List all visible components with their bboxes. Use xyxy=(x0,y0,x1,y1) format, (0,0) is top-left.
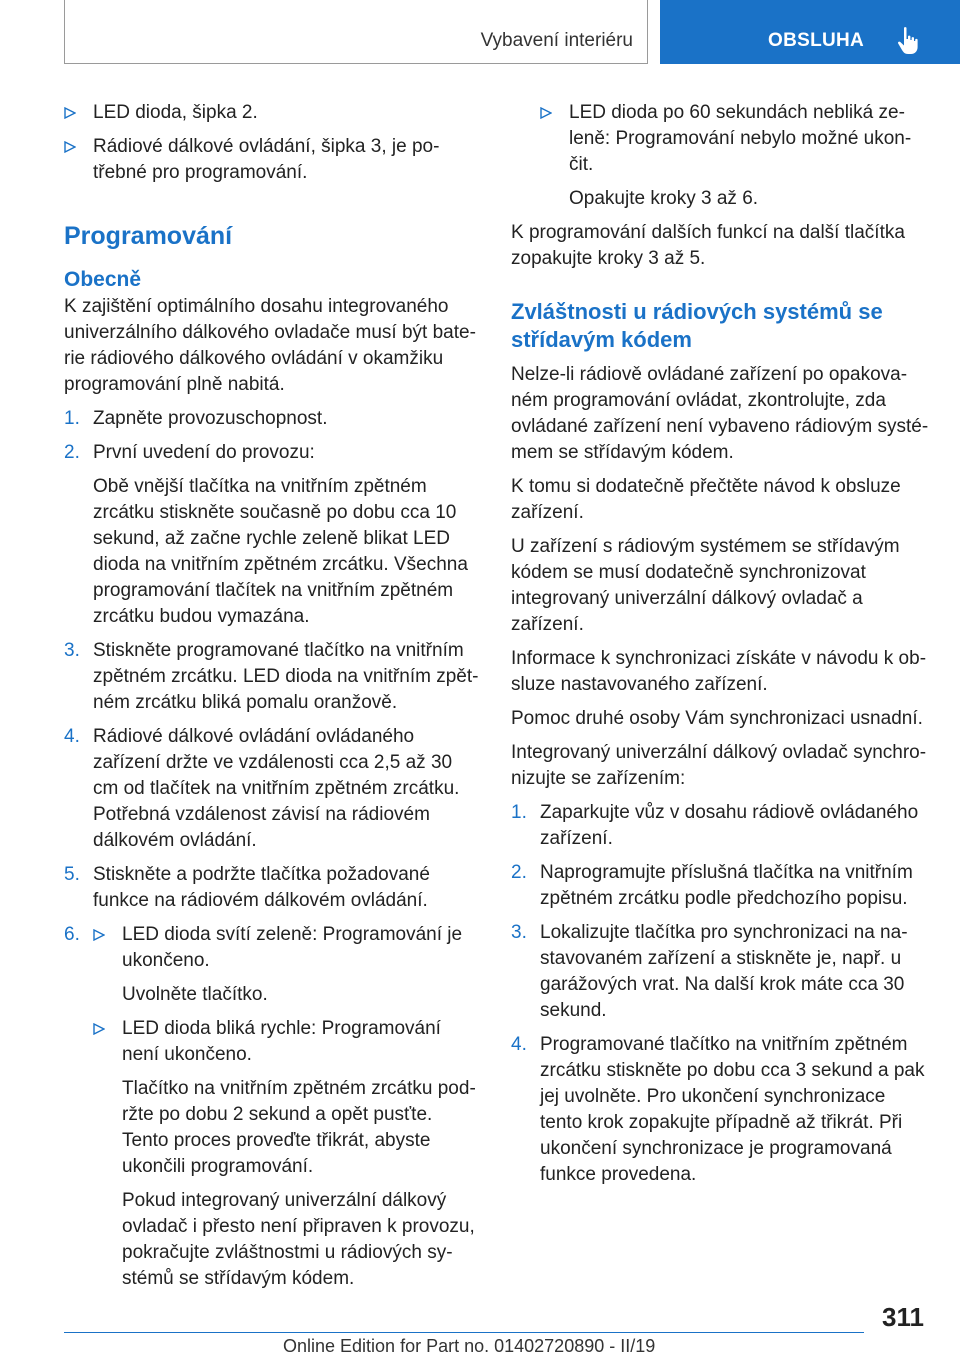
step-text: Programované tlačítko na vnitřním zpětném zrcátku stiskněte po dobu cca 3 sekund a pak jej uvolněte. Pro ukončení synchronizace tento krok zopakujte případně až třikrát. Při ukončení synchronizace je programovaná funkce provedena. xyxy=(540,1034,925,1185)
section-title: Vybavení interiéru xyxy=(480,30,633,51)
step-item xyxy=(64,922,482,1292)
hand-pointer-icon xyxy=(896,26,920,56)
step-number: 4. xyxy=(511,1034,527,1055)
triangle-bullet-icon xyxy=(93,1023,105,1035)
intro-paragraph: K zajištění optimálního dosahu integrovaného univerzálního dálkového ovladače musí být baterie rádiového dálkového ovládání v okamžiku programování plně nabitá. xyxy=(64,296,476,395)
list-item xyxy=(540,100,929,212)
bullet-detail: Pokud integrovaný univerzální dálkový ovladač i přesto není připraven k provozu, pokračujte zvláštnostmi u rádiových systémů se střídavým kódem. xyxy=(122,1190,475,1289)
paragraph: Nelze-li rádiově ovládané zařízení po opakovaném programování ovládat, zkontrolujte, zda ovládané zařízení není vybaveno rádiovým systémem se střídavým kódem. xyxy=(511,364,929,463)
bullet-text: Rádiové dálkové ovládání, šipka 3, je potřebné pro programování. xyxy=(93,136,440,183)
step-item xyxy=(64,406,482,432)
triangle-bullet-icon xyxy=(540,107,552,119)
step-item xyxy=(64,724,482,854)
step-number: 3. xyxy=(64,640,80,661)
chapter-tab[interactable] xyxy=(660,0,960,64)
step-item xyxy=(511,860,929,912)
paragraph: K programování dalších funkcí na další tlačítka zopakujte kroky 3 až 5. xyxy=(511,222,905,269)
step-text: První uvedení do provozu: xyxy=(93,442,315,463)
step-number: 2. xyxy=(511,862,527,883)
step-item xyxy=(511,920,929,1024)
step-item xyxy=(511,1032,929,1188)
bullet-text: LED dioda po 60 sekundách nebliká zeleně: Programování nebylo možné ukončit. xyxy=(569,102,912,175)
bullet-text: LED dioda bliká rychle: Programování není ukončeno. xyxy=(122,1018,441,1065)
section-heading: Zvláštnosti u rádiových systémů se střídavým kódem xyxy=(511,299,883,352)
paragraph: Integrovaný univerzální dálkový ovladač synchronizujte se zařízením: xyxy=(511,742,927,789)
step-item xyxy=(64,638,482,716)
step-text: Zapněte provozuschopnost. xyxy=(93,408,328,429)
step-item xyxy=(64,440,482,630)
step-number: 3. xyxy=(511,922,527,943)
triangle-bullet-icon xyxy=(64,107,76,119)
step-text: Lokalizujte tlačítka pro synchronizaci na nastavovaném zařízení a stiskněte je, např. u garážových vrat. Na další krok máte cca 30 sekund. xyxy=(540,922,908,1021)
page-number: 311 xyxy=(882,1302,924,1332)
step-text: Zaparkujte vůz v dosahu rádiově ovládaného zařízení. xyxy=(540,802,919,849)
step-detail: Obě vnější tlačítka na vnitřním zpětném zrcátku stiskněte současně po dobu cca 10 sekund, až začne rychle zeleně blikat LED dioda na vnitřním zpětném zrcátku. Všechna programování tlačítek na vnitřním zpětném zrcátku budou vymazána. xyxy=(93,476,468,627)
paragraph: Pomoc druhé osoby Vám synchronizaci usnadní. xyxy=(511,708,923,729)
step-number: 5. xyxy=(64,864,80,885)
chapter-tab-label: OBSLUHA xyxy=(768,30,865,51)
right-column xyxy=(511,100,929,1196)
triangle-bullet-icon xyxy=(93,929,105,941)
step-text: Rádiové dálkové ovládání ovládaného zařízení držte ve vzdálenosti cca 2,5 až 30 cm od tlačítek na vnitřním zpětném zrcátku. Potřebná vzdálenost závisí na rádiovém dálkovém ovládání. xyxy=(93,726,460,851)
step-item xyxy=(511,800,929,852)
bullet-detail: Tlačítko na vnitřním zpětném zrcátku podržte po dobu 2 sekund a opět pusťte. Tento proces proveďte třikrát, abyste ukončili programování. xyxy=(122,1078,476,1177)
list-item xyxy=(93,922,482,1008)
list-item xyxy=(93,1016,482,1292)
step-number: 4. xyxy=(64,726,80,747)
bullet-detail: Opakujte kroky 3 až 6. xyxy=(569,188,759,209)
bullet-detail: Uvolněte tlačítko. xyxy=(122,984,268,1005)
paragraph: Informace k synchronizaci získáte v návodu k obsluze nastavovaného zařízení. xyxy=(511,648,927,695)
footer-divider xyxy=(64,1332,864,1333)
bullet-text: LED dioda, šipka 2. xyxy=(93,102,258,123)
left-column xyxy=(64,100,482,1300)
bullet-text: LED dioda svítí zeleně: Programování je ukončeno. xyxy=(122,924,463,971)
step-text: Naprogramujte příslušná tlačítka na vnitřním zpětném zrcátku podle předchozího popisu. xyxy=(540,862,913,909)
list-item xyxy=(64,100,482,126)
header-section-box xyxy=(64,0,648,64)
step-number: 1. xyxy=(511,802,527,823)
paragraph: U zařízení s rádiovým systémem se střídavým kódem se musí dodatečně synchronizovat integrovaný univerzální dálkový ovladač a zařízení. xyxy=(511,536,900,635)
paragraph: K tomu si dodatečně přečtěte návod k obsluze zařízení. xyxy=(511,476,901,523)
subsection-heading: Obecně xyxy=(64,268,142,291)
step-number: 2. xyxy=(64,442,80,463)
section-heading: Programování xyxy=(64,222,233,250)
triangle-bullet-icon xyxy=(64,141,76,153)
edition-note: Online Edition for Part no. 01402720890 - II/19 xyxy=(283,1336,656,1356)
step-text: Stiskněte programované tlačítko na vnitřním zpětném zrcátku. LED dioda na vnitřním zpětném zrcátku bliká pomalu oranžově. xyxy=(93,640,479,713)
step-number: 1. xyxy=(64,408,80,429)
step-text: Stiskněte a podržte tlačítka požadované funkce na rádiovém dálkovém ovládání. xyxy=(93,864,430,911)
step-number: 6. xyxy=(64,924,80,945)
step-item xyxy=(64,862,482,914)
list-item xyxy=(64,134,482,186)
